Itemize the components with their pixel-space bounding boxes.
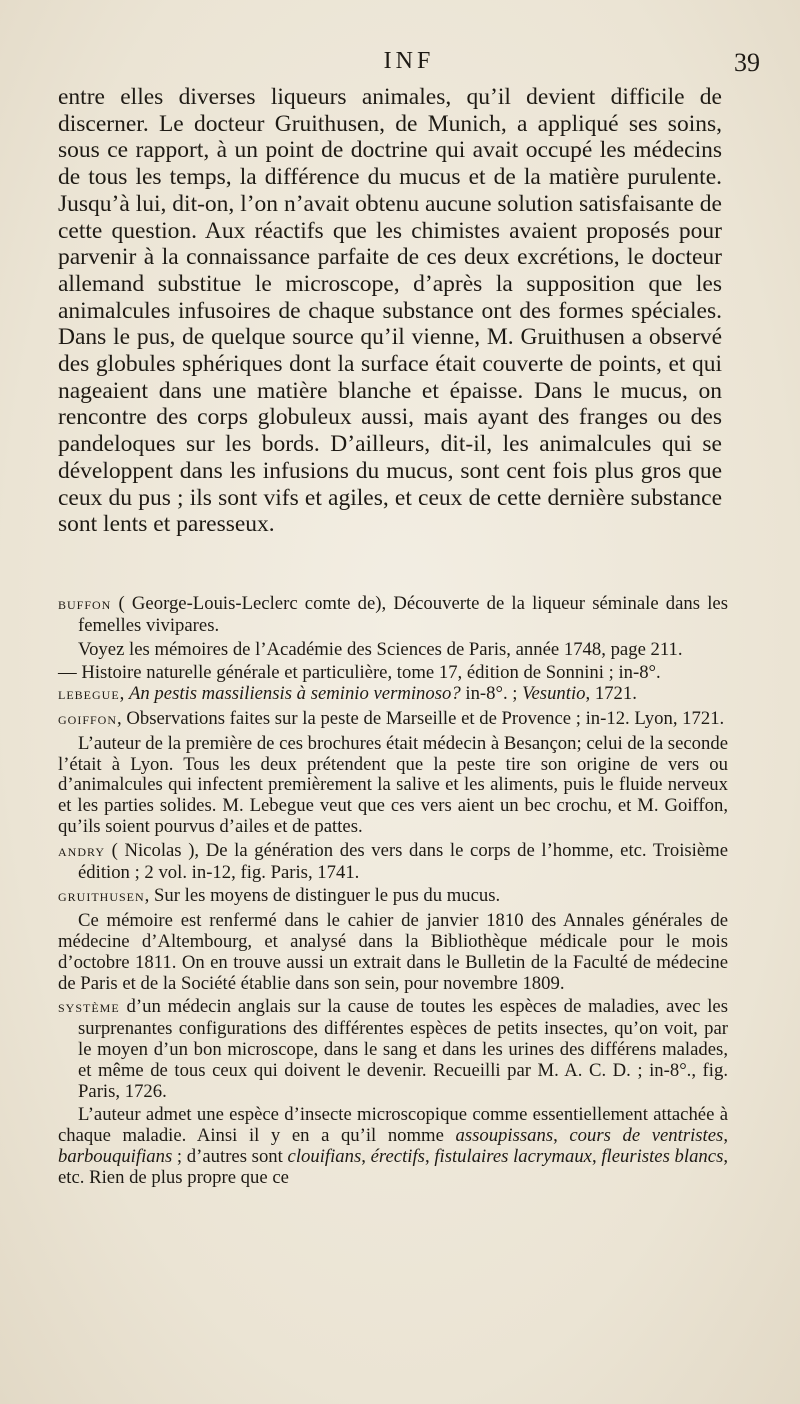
entry-commentary: L’auteur de la première de ces brochures était médecin à Besançon; celui de la seconde l’était à Lyon. Tous les deux prétendent que la peste tire son origine de vers ou d’animalcules qui infectent premièrement la salive et les aliments, puis le fluide nerveux et les parties solides. M. Lebegue veut que ces vers aient un bec crochu, et M. Goiffon, qu’ils soient pourvus d’ailes et de pattes.: [58, 732, 728, 837]
italic-term: érectifs: [370, 1145, 425, 1167]
text-run: ; d’autres sont: [172, 1145, 288, 1167]
text-run: ,: [591, 1145, 602, 1167]
entry-commentary: Ce mémoire est renfermé dans le cahier de janvier 1810 des Annales générales de médecine d’Altembourg, et analysé dans la Bibliothèque médicale pour le mois d’octobre 1811. On en trouve aussi un extrait dans le Bulletin de la Faculté de médecine de Paris et de la Société établie dans son sein, pour novembre 1809.: [58, 910, 728, 994]
entry-title: An pestis massiliensis à seminio verminoso?: [129, 683, 461, 705]
page-header: [58, 48, 760, 82]
entry-text: , Sur les moyens de distinguer le pus du mucus.: [144, 885, 501, 907]
entry-commentary: [58, 1105, 728, 1188]
italic-term: fleuristes blancs: [601, 1145, 724, 1167]
entry-text: d’un médecin anglais sur la cause de toutes les espèces de maladies, avec les surprenantes configurations des différentes espèces de petits insectes, qu’on voit, par le moyen d’un bon microscope, dans le sang et dans les urines des différens malades, et même de tous ceux qui doivent le devenir. Recueilli par M. A. C. D. ; in-8°., fig. Paris, 1726.: [78, 996, 728, 1102]
entry-author: LEBEGUE: [58, 688, 120, 703]
entry-text: , Observations faites sur la peste de Marseille et de Provence ; in-12. Lyon, 1721.: [117, 707, 725, 729]
entry-text: ( Nicolas ), De la génération des vers dans le corps de l’homme, etc. Troisième édition ; 2 vol. in-12, fig. Paris, 1741.: [78, 839, 728, 883]
entry-text: ( George-Louis-Leclerc comte de), Découverte de la liqueur séminale dans les femelles vivipares.: [78, 593, 728, 636]
entry-lebegue: [58, 684, 728, 706]
entry-text: in-8°. ;: [460, 683, 523, 705]
entry-andry: [58, 841, 728, 884]
entry-text: , 1721.: [585, 683, 637, 705]
entry-note: Voyez les mémoires de l’Académie des Sciences de Paris, année 1748, page 211.: [78, 638, 683, 660]
entry-place: Vesuntio: [522, 683, 586, 705]
text-run: L’auteur admet une espèce d’insecte microscopique comme essentiellement attachée à chaque maladie. Ainsi il y en a qu’il nomme: [58, 1104, 728, 1147]
main-paragraph: entre elles diverses liqueurs animales, qu’il devient difficile de discerner. Le docteur Gruithusen, de Munich, a appliqué ses soins, sous ce rapport, à un point de doctrine qui avait occupé les médecins de tous les temps, la différence du mucus et de la matière purulente. Jusqu’à lui, dit-on, l’on n’avait obtenu aucune solution satisfaisante de cette question. Aux réactifs que les chimistes avaient proposés pour parvenir à la connaissance parfaite de ces deux excrétions, le docteur allemand substitue le microscope, d’après la supposition que les animalcules infusoires de chaque substance ont des formes spéciales. Dans le pus, de quelque source qu’il vienne, M. Gruithusen a observé des globules sphériques dont la surface était couverte de points, et qui nageaient dans une matière blanche et épaisse. Dans le mucus, on rencontre des corps globuleux aussi, mais ayant des franges ou des pandeloques sur les bords. D’ailleurs, dit-il, les animalcules qui se développent dans les infusions du mucus, sont cent fois plus gros que ceux du pus ; ils sont vifs et agiles, et ceux de cette dernière substance sont lents et paresseux.: [58, 84, 722, 538]
entry-author: GOIFFON: [58, 712, 118, 727]
text-run: , etc. Rien de plus propre que ce: [58, 1145, 729, 1188]
running-head: INF: [383, 48, 435, 74]
italic-term: fistulaires lacrymaux: [434, 1145, 592, 1167]
italic-term: cours de ventristes: [569, 1125, 724, 1147]
entry-gruithusen: [58, 886, 728, 908]
text-run: ,: [553, 1125, 570, 1147]
text-run: ,: [723, 1125, 728, 1147]
page-number: 39: [734, 48, 760, 77]
italic-term: barbouquifians: [58, 1145, 173, 1167]
italic-term: assoupissans: [455, 1125, 554, 1147]
entry-author: SYSTÈME: [58, 1001, 120, 1016]
text-run: ,: [361, 1145, 371, 1167]
entry-goiffon: [58, 709, 728, 731]
entry-buffon-histoire: — Histoire naturelle générale et particulière, tome 17, édition de Sonnini ; in-8°.: [58, 662, 661, 684]
entry-author: BUFFON: [58, 598, 112, 612]
text-run: ,: [424, 1145, 435, 1167]
entry-systeme: [58, 997, 728, 1102]
entry-author: GRUITHUSEN: [58, 890, 145, 905]
entry-author: ANDRY: [58, 844, 106, 859]
bibliography-section: [58, 594, 728, 1189]
main-text-block: [58, 84, 722, 538]
entry-text: ,: [119, 683, 129, 705]
entry-buffon: [58, 594, 728, 637]
italic-term: clouifians: [287, 1145, 362, 1167]
